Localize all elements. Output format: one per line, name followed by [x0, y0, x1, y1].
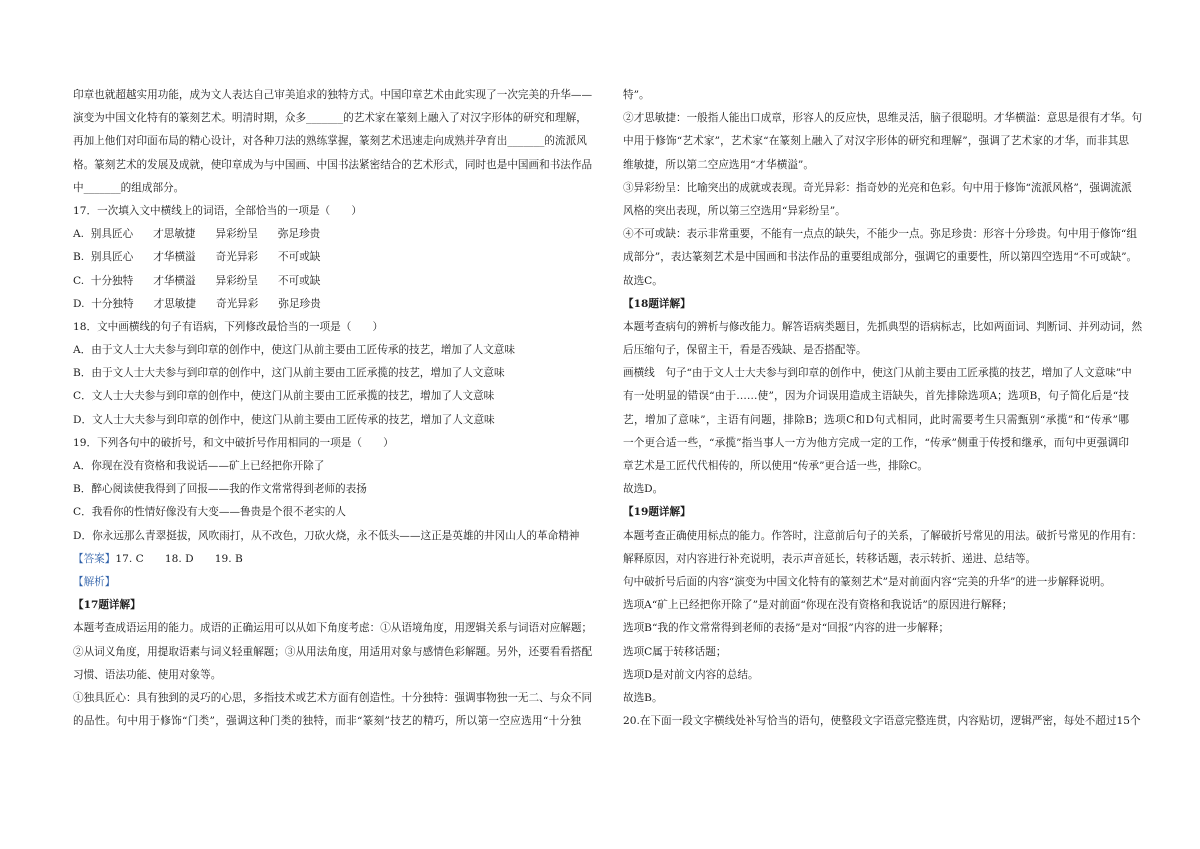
q18-option-c: C．文人士大夫参与到印章的创作中，使这门从前主要由工匠承揽的技艺，增加了人文意味 [73, 390, 495, 403]
option-word: 异彩纷呈 [215, 228, 258, 241]
explanation-line: 特”。 [623, 89, 650, 101]
option-word: 异彩纷呈 [215, 274, 258, 287]
option-word: 才华横溢 [153, 251, 196, 264]
explanation-line: 选项A“矿上已经把你开除了”是对前面“你现在没有资格和我说话”的原因进行解释； [623, 599, 1013, 612]
q17-option-c [73, 270, 581, 293]
right-column [623, 84, 1143, 733]
explanation-line: 后压缩句子，保留主干，看是否残缺、是否搭配等。 [623, 344, 867, 357]
q18-option-b: B．由于文人士大夫参与到印章的创作中，这门从前主要由工匠承揽的技艺，增加了人文意味 [73, 367, 505, 380]
explanation-line: 维敏捷，所以第二空应选用“才华横溢”。 [623, 158, 814, 171]
detail-17-title: 【17题详解】 [73, 599, 141, 612]
q17-option-a [73, 223, 581, 246]
explanation-line: 本题考查正确使用标点的能力。作答时，注意前后句子的关系，了解破折号常见的用法。破折号常见的作用有： [623, 529, 1143, 542]
explanation-line: 章艺术是工匠代代相传的，所以使用“传承”更合适一些，排除C。 [623, 460, 928, 472]
explanation-line: ②从词义角度，用提取语素与词义轻重解题；③从用法角度，用适用对象与感情色彩解题。另外，还要看看搭配 [73, 645, 593, 658]
answer-line [73, 548, 581, 571]
q17-option-b [73, 246, 581, 269]
question-19-stem: 19．下列各句中的破折号，和文中破折号作用相同的一项是（ ） [73, 436, 394, 449]
passage-line: 再加上他们对印面布局的精心设计，对各种刀法的熟练掌握，篆刻艺术迅速走向成熟并孕育出_______的流派风 [73, 135, 587, 148]
explanation-line: 的品性。句中用于修饰“门类”，强调这种门类的独特，而非“篆刻”技艺的精巧，所以第一空应选用“十分独 [73, 715, 581, 728]
explanation-line: ②才思敏捷：一般指人能出口成章，形容人的反应快，思维灵活，脑子很聪明。才华横溢：意思是很有才华。句 [623, 112, 1143, 125]
q18-option-d: D．文人士大夫参与到印章的创作中，使这门从前主要由工匠传承的技艺，增加了人文意味 [73, 413, 495, 426]
left-column [73, 84, 593, 733]
q18-option-a: A．由于文人士大夫参与到印章的创作中，使这门从前主要由工匠传承的技艺，增加了人文意味 [73, 344, 515, 357]
option-word: 不可或缺 [277, 274, 321, 287]
explanation-line: ①独具匠心：具有独到的灵巧的心思，多指技术或艺术方面有创造性。十分独特：强调事物独一无二、与众不同 [73, 691, 593, 704]
option-word: 别具匠心 [90, 228, 134, 241]
question-20-stem: 20.在下面一段文字横线处补写恰当的语句，使整段文字语意完整连贯，内容贴切，逻辑严密，每处不超过15个 [623, 715, 1141, 728]
answer-label: 【答案】 [73, 552, 116, 565]
option-word: 才思敏捷 [153, 297, 196, 310]
explanation-line: 一个更合适一些，“承揽”指当事人一方为他方完成一定的工作，“传承”侧重于传授和继承，而句中更强调印 [623, 436, 1129, 449]
passage-line: 格。篆刻艺术的发展及成就，使印章成为与中国画、中国书法紧密结合的艺术形式，同时也是中国画和书法作品 [73, 158, 593, 171]
detail-18-title: 【18题详解】 [623, 297, 691, 310]
q17-option-d [73, 293, 581, 316]
detail-19-title: 【19题详解】 [623, 506, 691, 519]
passage-line: 中_______的组成部分。 [73, 181, 185, 194]
explanation-line: 风格的突出表现，所以第三空选用“异彩纷呈”。 [623, 204, 846, 217]
option-word: 十分独特 [91, 297, 134, 310]
explanation-line: 选项D是对前文内容的总结。 [623, 668, 759, 681]
q19-option-d: D．你永远那么青翠挺拔，风吹雨打，从不改色，刀砍火烧，永不低头——这正是英雄的井冈山人的革命精神 [73, 529, 580, 542]
q19-option-c: C．我看你的性情好像没有大变——鲁贵是个很不老实的人 [73, 506, 346, 519]
explanation-line: 本题考查成语运用的能力。成语的正确运用可以从如下角度考虑：①从语境角度，用逻辑关系与词语对应解题； [73, 622, 593, 635]
q19-option-a: A．你现在没有资格和我说话——矿上已经把你开除了 [73, 460, 325, 472]
q19-option-b: B．醉心阅读使我得到了回报——我的作文常常得到老师的表扬 [73, 483, 367, 496]
option-word: 奇光异彩 [215, 297, 259, 310]
explanation-line: 解释原因，对内容进行补充说明，表示声音延长，转移话题，表示转折、递进、总结等。 [623, 552, 1037, 565]
explanation-line: ③异彩纷呈：比喻突出的成就或表现。奇光异彩：指奇妙的光亮和色彩。句中用于修饰“流派风格”，强调流派 [623, 181, 1132, 194]
explanation-line: 本题考查病句的辨析与修改能力。解答语病类题目，先抓典型的语病标志，比如两面词、判断词、并列动词，然 [623, 320, 1143, 333]
answer-text: 17. C 18. D 19. B [115, 552, 243, 565]
explanation-line: 艺，增加了意味”，主语有问题，排除B；选项C和D句式相同，此时需要考生只需甄别“承揽”和“传承”哪 [623, 413, 1129, 426]
explanation-line: 句中破折号后面的内容“演变为中国文化特有的篆刻艺术”是对前面内容“完美的升华”的进一步解释说明。 [623, 575, 1111, 588]
option-word: 不可或缺 [278, 251, 321, 264]
explanation-line: 画横线 句子“由于文人士大夫参与到印章的创作中，使这门从前主要由工匠承揽的技艺，增加了人文意味”中 [623, 367, 1132, 380]
explanation-line: 成部分”，表达篆刻艺术是中国画和书法作品的重要组成部分，强调它的重要性，所以第四空选用“不可或缺”。 [623, 251, 1138, 264]
explanation-line: 习惯、语法功能、使用对象等。 [73, 668, 222, 681]
conclusion-line: 故选D。 [623, 483, 664, 496]
option-word: 弥足珍贵 [278, 297, 321, 310]
option-word: 弥足珍贵 [277, 228, 321, 241]
conclusion-line: 故选B。 [623, 691, 663, 704]
option-letter: A. [73, 228, 85, 241]
option-letter: D. [73, 297, 85, 310]
explanation-line: 选项C属于转移话题； [623, 645, 727, 658]
option-word: 别具匠心 [90, 251, 134, 264]
explanation-line: 有一处明显的错误“由于……使”，因为介词误用造成主语缺失，首先排除选项A；选项B，句子简化后是“技 [623, 390, 1129, 403]
option-letter: B. [73, 251, 85, 264]
option-word: 奇光异彩 [215, 251, 259, 264]
analysis-label: 【解析】 [73, 575, 116, 588]
option-word: 才思敏捷 [153, 228, 196, 241]
passage-line: 演变为中国文化特有的篆刻艺术。明清时期，众多_______的艺术家在篆刻上融入了对汉字形体的研究和理解， [73, 112, 587, 125]
explanation-line: 选项B“我的作文常常得到老师的表扬”是对“回报”内容的进一步解释； [623, 622, 950, 635]
option-word: 才华横溢 [153, 274, 196, 287]
option-letter: C. [73, 274, 85, 287]
conclusion-line: 故选C。 [623, 274, 663, 287]
option-word: 十分独特 [90, 274, 134, 287]
passage-line: 印章也就超越实用功能，成为文人表达自己审美追求的独特方式。中国印章艺术由此实现了一次完美的升华—— [73, 89, 593, 101]
explanation-line: 中用于修饰“艺术家”，艺术家“在篆刻上融入了对汉字形体的研究和理解”，强调了艺术家的才华，而非其思 [623, 135, 1129, 148]
question-18-stem: 18．文中画横线的句子有语病，下列修改最恰当的一项是（ ） [73, 320, 384, 333]
explanation-line: ④不可或缺：表示非常重要，不能有一点点的缺失，不能少一点。弥足珍贵：形容十分珍贵。句中用于修饰“组 [623, 228, 1137, 241]
question-17-stem: 17．一次填入文中横线上的词语，全部恰当的一项是（ ） [73, 204, 362, 217]
